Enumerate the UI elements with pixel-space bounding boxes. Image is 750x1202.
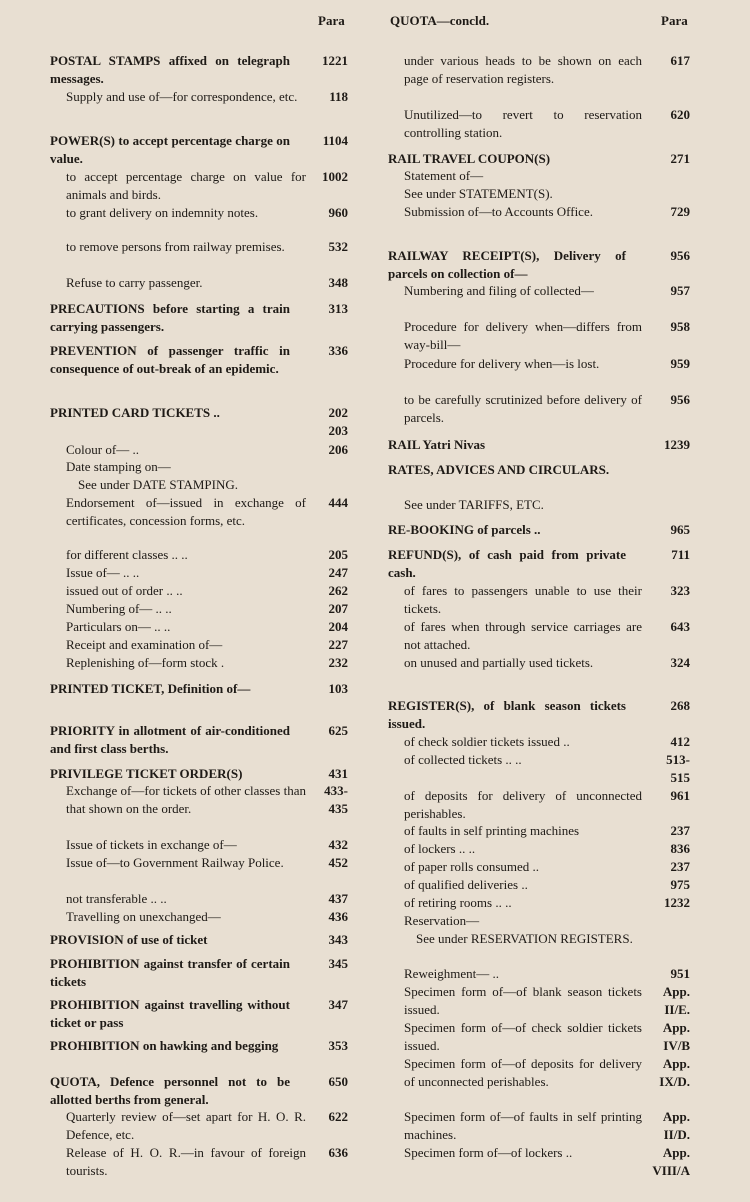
index-entry	[388, 247, 700, 282]
entry-text: of collected tickets .. ..	[404, 752, 522, 767]
entry-text: Specimen form of—of faults in self printing machines.	[404, 1109, 642, 1142]
entry-para-number: 643	[670, 619, 690, 634]
entry-para-number: 205	[328, 547, 348, 562]
entry-para-number: 1104	[322, 133, 348, 148]
entry-text: PROHIBITION against transfer of certain tickets	[50, 956, 290, 989]
right-para-header: Para	[661, 13, 688, 28]
entry-text: on unused and partially used tickets.	[404, 655, 594, 670]
index-entry	[50, 52, 350, 87]
index-entry	[388, 751, 700, 785]
entry-text: Numbering and filing of collected—	[404, 283, 594, 298]
entry-text: REGISTER(S), of blank season tickets issued.	[388, 698, 626, 731]
entry-para-number: 271	[670, 151, 690, 166]
entry-text: PRINTED CARD TICKETS ..	[50, 405, 220, 420]
index-entry	[50, 955, 350, 990]
index-entry	[388, 840, 700, 858]
index-entry	[388, 150, 700, 168]
entry-text: issued out of order .. ..	[66, 583, 183, 598]
entry-para-number: 956	[670, 248, 690, 263]
entry-text: PRINTED TICKET, Definition of—	[50, 681, 251, 696]
entry-para-number: 959	[670, 356, 690, 371]
index-entry	[50, 404, 350, 438]
index-entry	[50, 654, 350, 672]
index-entry	[50, 582, 350, 600]
entry-text: RAIL Yatri Nivas	[388, 437, 486, 452]
entry-text: RAIL TRAVEL COUPON(S)	[388, 151, 551, 166]
entry-para-number: 103	[328, 681, 348, 696]
entry-para-number: 1002	[322, 169, 348, 184]
index-entry	[50, 636, 350, 654]
entry-text: Specimen form of—of lockers ..	[404, 1145, 573, 1160]
index-entry	[388, 546, 700, 581]
entry-para-number: 729	[670, 204, 690, 219]
entry-text: Issue of tickets in exchange of—	[66, 837, 237, 852]
entry-para-number: 206	[328, 442, 348, 457]
entry-text: under various heads to be shown on each page of reservation registers.	[404, 53, 642, 86]
entry-text: Statement of—	[404, 168, 484, 183]
entry-para-number: 345	[328, 956, 348, 971]
index-entry	[388, 52, 700, 87]
entry-para-number: 268	[670, 698, 690, 713]
entry-para-number: 960	[328, 205, 348, 220]
entry-text: Quarterly review of—set apart for H. O. R. Defence, etc.	[66, 1109, 306, 1142]
entry-para-number: 118	[329, 89, 348, 104]
index-entry	[50, 300, 350, 335]
entry-para-number: 436	[328, 909, 348, 924]
entry-para-number: 961	[670, 788, 690, 803]
index-entry	[388, 858, 700, 876]
entry-para-number: 957	[670, 283, 690, 298]
index-entry	[50, 564, 350, 582]
entry-text: Colour of— ..	[66, 442, 139, 457]
entry-para-number: 237	[670, 859, 690, 874]
entry-para-number: 432	[328, 837, 348, 852]
entry-text: of faults in self printing machines	[404, 823, 580, 838]
entry-para-number: 452	[328, 855, 348, 870]
index-entry	[388, 1108, 700, 1143]
entry-text: POWER(S) to accept percentage charge on value.	[50, 133, 290, 166]
entry-para-number: 836	[670, 841, 690, 856]
index-entry	[388, 733, 700, 751]
entry-para-number: 207	[328, 601, 348, 616]
entry-para-number: App. II/E.	[662, 984, 690, 1017]
entry-text: PROVISION of use of ticket	[50, 932, 208, 947]
index-entry	[388, 461, 700, 479]
index-entry	[50, 996, 350, 1031]
index-entry	[50, 680, 350, 698]
entry-para-number: 1232	[664, 895, 690, 910]
index-entry	[50, 342, 350, 377]
right-column-title: QUOTA—concld.	[390, 13, 490, 28]
left-para-header: Para	[318, 13, 345, 28]
entry-para-number: 636	[328, 1145, 348, 1160]
entry-text: Supply and use of—for correspondence, etc.	[66, 89, 298, 104]
entry-para-number: 324	[670, 655, 690, 670]
entry-text: Travelling on unexchanged—	[66, 909, 221, 924]
entry-para-number: 1221	[322, 53, 348, 68]
entry-para-number: 958	[670, 319, 690, 334]
entry-text: Specimen form of—of blank season tickets issued.	[404, 984, 642, 1017]
entry-para-number: 711	[671, 547, 690, 562]
index-entry	[388, 436, 700, 454]
index-entry	[388, 496, 700, 514]
entry-para-number: App. IX/D.	[659, 1056, 690, 1089]
index-entry	[50, 782, 350, 817]
index-entry	[388, 1144, 700, 1178]
entry-para-number: App. VIII/A	[652, 1145, 690, 1178]
entry-para-number: 622	[328, 1109, 348, 1124]
entry-text: Reweighment— ..	[404, 966, 499, 981]
index-entry	[50, 1144, 350, 1179]
index-entry	[50, 1037, 350, 1055]
index-entry	[50, 1108, 350, 1143]
index-entry	[50, 546, 350, 564]
index-entry	[50, 1073, 350, 1108]
entry-text: Release of H. O. R.—in favour of foreign tourists.	[66, 1145, 306, 1178]
entry-text: See under RESERVATION REGISTERS.	[416, 931, 633, 946]
index-entry	[50, 722, 350, 757]
entry-text: Particulars on— .. ..	[66, 619, 171, 634]
entry-text: of qualified deliveries ..	[404, 877, 528, 892]
entry-para-number: 247	[328, 565, 348, 580]
entry-para-number: 437	[328, 891, 348, 906]
index-entry	[50, 168, 350, 203]
entry-para-number: 617	[670, 53, 690, 68]
entry-text: Specimen form of—of deposits for delivery of unconnected perishables.	[404, 1056, 642, 1089]
entry-text: Receipt and examination of—	[66, 637, 223, 652]
index-entry	[388, 1019, 700, 1054]
index-entry	[50, 476, 350, 494]
entry-text: of retiring rooms .. ..	[404, 895, 512, 910]
index-entry	[50, 238, 350, 256]
entry-para-number: 532	[328, 239, 348, 254]
entry-text: See under TARIFFS, ETC.	[404, 497, 544, 512]
index-entry	[50, 765, 350, 783]
index-entry	[50, 132, 350, 167]
entry-text: Specimen form of—of check soldier tickets issued.	[404, 1020, 642, 1053]
entry-para-number: 431	[328, 766, 348, 781]
index-entry	[388, 1055, 700, 1090]
entry-text: to grant delivery on indemnity notes.	[66, 205, 259, 220]
entry-text: Reservation—	[404, 913, 480, 928]
entry-text: of fares to passengers unable to use their tickets.	[404, 583, 642, 616]
index-entry	[50, 458, 350, 476]
entry-text: PROHIBITION against travelling without ticket or pass	[50, 997, 290, 1030]
entry-text: Issue of— .. ..	[66, 565, 140, 580]
entry-text: Replenishing of—form stock .	[66, 655, 225, 670]
index-entry	[50, 274, 350, 292]
index-entry	[388, 106, 700, 141]
index-entry	[388, 822, 700, 840]
entry-para-number: 323	[670, 583, 690, 598]
entry-text: See under DATE STAMPING.	[78, 477, 238, 492]
index-entry	[388, 930, 700, 948]
entry-para-number: 956	[670, 392, 690, 407]
entry-para-number: 262	[328, 583, 348, 598]
entry-para-number: 433- 435	[324, 783, 348, 816]
entry-text: of lockers .. ..	[404, 841, 476, 856]
index-entry	[50, 890, 350, 908]
entry-para-number: 347	[328, 997, 348, 1012]
entry-para-number: 313	[328, 301, 348, 316]
index-entry	[388, 983, 700, 1018]
index-entry	[388, 654, 700, 672]
index-entry	[50, 836, 350, 854]
index-entry	[388, 355, 700, 373]
entry-text: PREVENTION of passenger traffic in consequence of out-break of an epidemic.	[50, 343, 290, 376]
index-entry	[388, 965, 700, 983]
index-entry	[388, 894, 700, 912]
entry-para-number: 620	[670, 107, 690, 122]
entry-para-number: App. II/D.	[662, 1109, 690, 1142]
entry-para-number: 336	[328, 343, 348, 358]
entry-para-number: 412	[670, 734, 690, 749]
entry-text: PROHIBITION on hawking and begging	[50, 1038, 279, 1053]
index-entry	[388, 876, 700, 894]
index-entry	[388, 521, 700, 539]
entry-para-number: 1239	[664, 437, 690, 452]
entry-para-number: 951	[670, 966, 690, 981]
index-entry	[388, 318, 700, 353]
entry-text: to remove persons from railway premises.	[66, 239, 285, 254]
entry-para-number: 204	[328, 619, 348, 634]
entry-text: PRIVILEGE TICKET ORDER(S)	[50, 766, 243, 781]
entry-text: Exchange of—for tickets of other classes than that shown on the order.	[66, 783, 306, 816]
entry-text: REFUND(S), of cash paid from private cash.	[388, 547, 626, 580]
entry-para-number: 650	[328, 1074, 348, 1089]
entry-text: Issue of—to Government Railway Police.	[66, 855, 284, 870]
index-entry	[50, 88, 350, 106]
entry-text: POSTAL STAMPS affixed on telegraph messages.	[50, 53, 290, 86]
entry-para-number: 348	[328, 275, 348, 290]
index-entry	[50, 494, 350, 529]
index-entry	[388, 391, 700, 426]
index-entry	[388, 167, 700, 185]
entry-text: Submission of—to Accounts Office.	[404, 204, 593, 219]
index-entry	[50, 618, 350, 636]
entry-para-number: 227	[328, 637, 348, 652]
index-entry	[388, 618, 700, 653]
index-entry	[50, 204, 350, 222]
index-entry	[388, 697, 700, 732]
index-entry	[388, 185, 700, 203]
entry-para-number: 237	[670, 823, 690, 838]
entry-text: RATES, ADVICES AND CIRCULARS.	[388, 462, 610, 477]
entry-text: Procedure for delivery when—is lost.	[404, 356, 600, 371]
entry-para-number: 202 203	[328, 405, 348, 438]
entry-text: for different classes .. ..	[66, 547, 188, 562]
index-entry	[388, 912, 700, 930]
entry-text: Refuse to carry passenger.	[66, 275, 203, 290]
entry-text: PRECAUTIONS before starting a train carrying passengers.	[50, 301, 290, 334]
entry-text: QUOTA, Defence personnel not to be allotted berths from general.	[50, 1074, 290, 1107]
entry-para-number: 353	[328, 1038, 348, 1053]
entry-para-number: 343	[328, 932, 348, 947]
entry-para-number: 232	[328, 655, 348, 670]
entry-text: not transferable .. ..	[66, 891, 167, 906]
index-entry	[50, 854, 350, 872]
entry-para-number: 975	[670, 877, 690, 892]
entry-para-number: 625	[328, 723, 348, 738]
entry-text: to be carefully scrutinized before delivery of parcels.	[404, 392, 642, 425]
index-entry	[50, 600, 350, 618]
entry-text: Procedure for delivery when—differs from way-bill—	[404, 319, 642, 352]
entry-text: of paper rolls consumed ..	[404, 859, 540, 874]
entry-text: See under STATEMENT(S).	[404, 186, 553, 201]
index-entry	[50, 441, 350, 459]
index-entry	[50, 908, 350, 926]
index-entry	[388, 203, 700, 221]
entry-text: to accept percentage charge on value for animals and birds.	[66, 169, 306, 202]
entry-text: of check soldier tickets issued ..	[404, 734, 570, 749]
entry-text: Numbering of— .. ..	[66, 601, 172, 616]
entry-para-number: 444	[328, 495, 348, 510]
entry-text: Unutilized—to revert to reservation controlling station.	[404, 107, 642, 140]
entry-text: RAILWAY RECEIPT(S), Delivery of parcels on collection of—	[388, 248, 626, 281]
entry-text: PRIORITY in allotment of air-conditioned and first class berths.	[50, 723, 290, 756]
entry-text: of fares when through service carriages are not attached.	[404, 619, 642, 652]
entry-para-number: 513- 515	[666, 752, 690, 785]
entry-para-number: 965	[670, 522, 690, 537]
index-entry	[388, 582, 700, 617]
index-entry	[388, 282, 700, 300]
entry-text: Date stamping on—	[66, 459, 171, 474]
entry-para-number: App. IV/B	[662, 1020, 690, 1053]
entry-text: RE-BOOKING of parcels ..	[388, 522, 541, 537]
index-entry	[388, 787, 700, 822]
entry-text: of deposits for delivery of unconnected perishables.	[404, 788, 642, 821]
entry-text: Endorsement of—issued in exchange of certificates, concession forms, etc.	[66, 495, 306, 528]
index-entry	[50, 931, 350, 949]
